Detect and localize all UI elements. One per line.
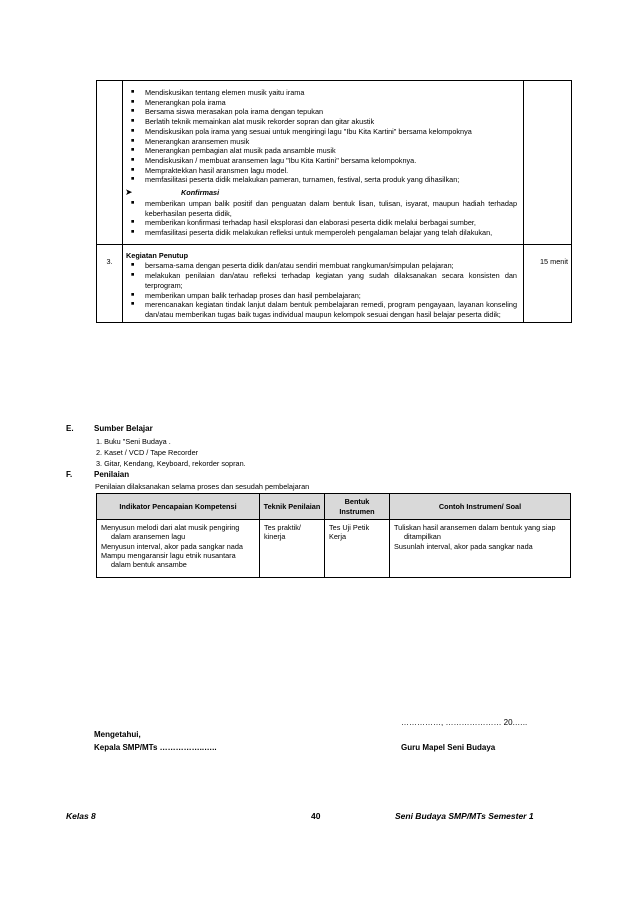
penutup-title: Kegiatan Penutup [126,250,189,260]
konfirmasi-list [123,199,523,238]
lesson-activity-table [96,80,572,323]
section-e-item: 2. Kaset / VCD / Tape Recorder [96,448,199,457]
contoh-item: Susunlah interval, akor pada sangkar nada [394,541,533,551]
bentuk-text: Tes Uji Petik Kerja [329,523,370,542]
column-header: Contoh Instrumen/ Soal [390,494,571,520]
page-number: 40 [311,811,321,821]
table-row [97,520,571,578]
penutup-list [123,261,523,319]
section-e-item: 1. Buku "Seni Budaya . [96,437,171,446]
list-item: ■ Mendiskusikan / membuat aransemen lagu "Ibu Kita Kartini" bersama kelompoknya. [123,156,517,166]
list-item: ■ Menerangkan aransemen musik [123,137,517,147]
table-header-row [97,494,571,520]
list-item: ■ memfasilitasi peserta didik melakukan refleksi untuk memperoleh pengalaman belajar yang telah dilakukan, [123,228,517,238]
date-line: ……………, ………………… 20.….. [401,718,528,727]
contoh-item: Tuliskan hasil aransemen dalam bentuk yang siap ditampilkan [394,523,556,542]
cell-indikator [97,520,260,578]
cell-bentuk [325,520,390,578]
list-item: ■ memberikan umpan balik positif dan penguatan dalam bentuk lisan, tulisan, isyarat, maupun hadiah terhadap keberhasilan peserta didik, [123,199,517,218]
indikator-item: Menyusun interval, akor pada sangkar nada [101,541,243,551]
cell-contoh [390,520,571,578]
list-item: ■ Mendiskusikan pola irama yang sesuai untuk mengiringi lagu "Ibu Kita Kartini" bersama kelompoknya [123,127,517,137]
list-item: ■ Berlatih teknik memainkan alat musik rekorder sopran dan gitar akustik [123,117,517,127]
cell-activities [123,81,524,245]
indikator-item: Mampu mengaransir lagu etnik nusantara dalam bentuk ansambe [101,550,236,570]
section-f-title: Penilaian [94,470,130,479]
column-header: Teknik Penilaian [260,494,325,520]
list-item: ■ Menerangkan pola irama [123,98,517,108]
list-item: ■ Mempraktekkan hasil aransmen lagu model. [123,166,517,176]
column-header: Indikator Pencapaian Kompetensi [97,494,260,520]
assessment-table [96,493,571,578]
konfirmasi-title: Konfirmasi [181,188,220,198]
guru-mapel-label: Guru Mapel Seni Budaya [401,743,496,752]
footer-book-title: Seni Budaya SMP/MTs Semester 1 [395,811,534,821]
section-f-intro: Penilaian dilaksanakan selama proses dan sesudah pembelajaran [95,482,310,491]
cell-teknik [260,520,325,578]
list-item: ■ Menerangkan pembagian alat musik pada ansamble musik [123,146,517,156]
cell-activities [123,244,524,322]
column-header: Bentuk Instrumen [325,494,390,520]
activity-list [123,88,523,185]
table-row [97,244,572,322]
list-item: ■ merencanakan kegiatan tindak lanjut dalam bentuk pembelajaran remedi, program pengayaan, layanan konseling dan/atau memberikan tugas baik tugas individual maupun kelompok sesuai dengan hasil belajar peserta didik; [123,300,517,319]
arrow-bullet-icon: ➤ [125,187,133,198]
footer-class: Kelas 8 [66,811,96,821]
section-e-item: 3. Gitar, Kendang, Keyboard, rekorder sopran. [96,459,246,468]
list-item: ■ memfasilitasi peserta didik melakukan pameran, turnamen, festival, serta produk yang dihasilkan; [123,175,517,185]
list-item: ■ Mendiskusikan tentang elemen musik yaitu irama [123,88,517,98]
section-e-title: Sumber Belajar [94,424,153,433]
list-item: ■ memberikan umpan balik terhadap proses dan hasil pembelajaran; [123,291,517,301]
list-item: ■ Bersama siswa merasakan pola irama dengan tepukan [123,107,517,117]
mengetahui-label: Mengetahui, [94,730,141,739]
table-row [97,81,572,245]
section-f-letter: F. [66,470,73,479]
list-item: ■ memberikan konfirmasi terhadap hasil eksplorasi dan elaborasi peserta didik melalui berbagai sumber, [123,218,517,228]
section-e-letter: E. [66,424,74,433]
list-item: ■ melakukan penilaian dan/atau refleksi terhadap kegiatan yang sudah dilaksanakan secara konsisten dan terprogram; [123,271,517,290]
teknik-text: Tes praktik/ kinerja [264,523,301,542]
kepala-sekolah-label: Kepala SMP/MTs ……………..….. [94,743,217,752]
penutup-number: 3. [106,256,113,266]
cell-number [97,81,123,245]
penutup-time: 15 menit [540,256,568,266]
konfirmasi-heading [123,187,523,199]
cell-time [524,244,572,322]
indikator-item: Menyusun melodi dari alat musik pengiring dalam aransemen lagu [101,523,240,542]
cell-number [97,244,123,322]
list-item: ■ bersama-sama dengan peserta didik dan/atau sendiri membuat rangkuman/simpulan pelajaran; [123,261,517,271]
cell-time [524,81,572,245]
